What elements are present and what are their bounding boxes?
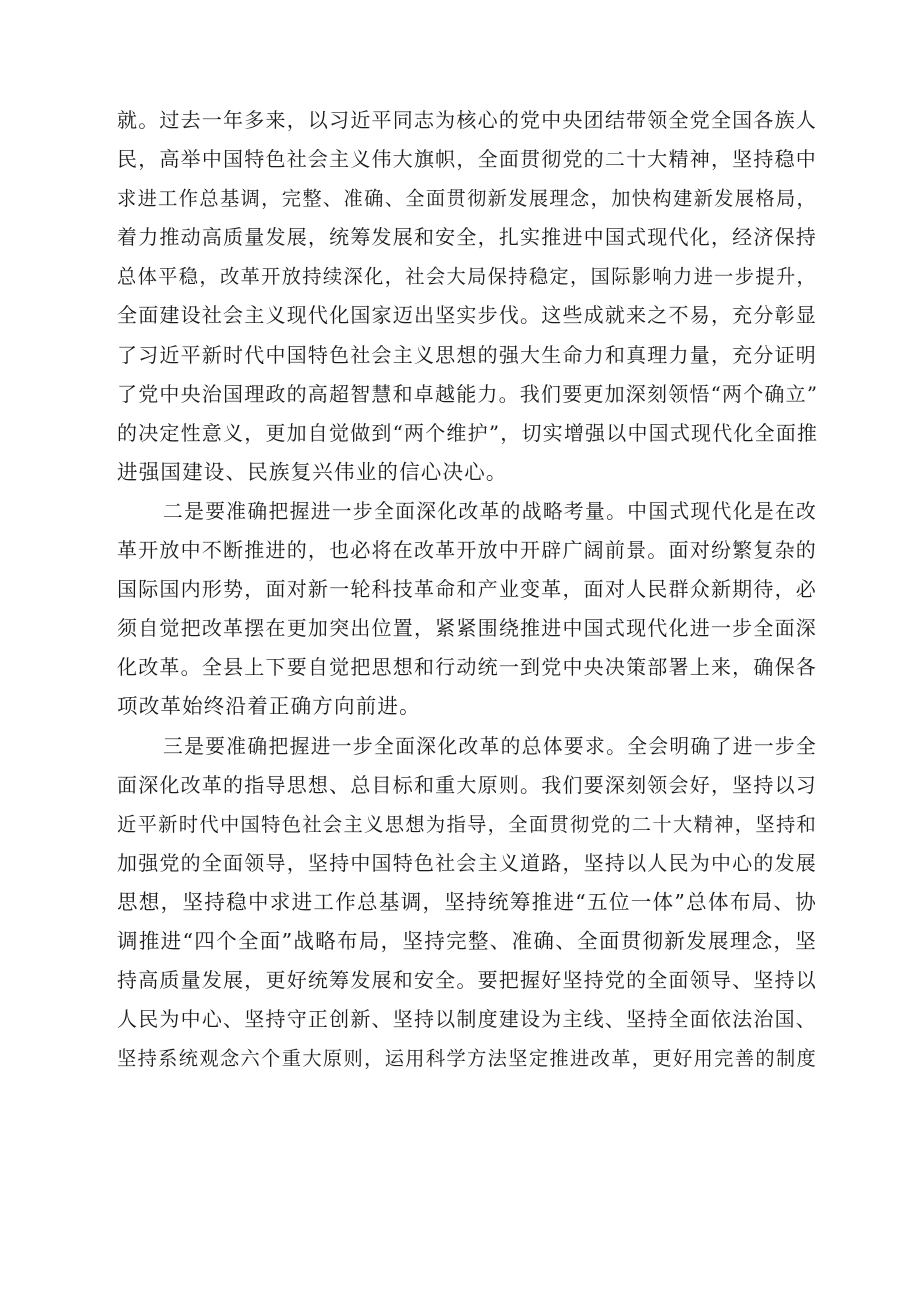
text-line: 项改革始终沿着正确方向前进。: [117, 694, 421, 719]
text-line: 调推进“四个全面”战略布局，坚持完整、准确、全面贯彻新发展理念，坚: [117, 928, 817, 953]
text-line: 了党中央治国理政的高超智慧和卓越能力。我们要更加深刻领悟“两个确立”: [117, 381, 819, 406]
text-line: 持高质量发展，更好统筹发展和安全。要把握好坚持党的全面领导、坚持以: [117, 968, 817, 993]
text-line: 人民为中心、坚持守正创新、坚持以制度建设为主线、坚持全面依法治国、: [117, 1007, 817, 1032]
text-line: 化改革。全县上下要自觉把思想和行动统一到党中央决策部署上来，确保各: [117, 655, 817, 680]
text-line: 总体平稳，改革开放持续深化，社会大局保持稳定，国际影响力进一步提升，: [117, 265, 817, 289]
text-line: 全面建设社会主义现代化国家迈出坚实步伐。这些成就来之不易，充分彰显: [117, 303, 817, 328]
text-line: 进强国建设、民族复兴伟业的信心决心。: [117, 459, 508, 484]
text-line: 三是要准确把握进一步全面深化改革的总体要求。全会明确了进一步全: [163, 734, 817, 758]
text-line: 坚持系统观念六个重大原则，运用科学方法坚定推进改革，更好用完善的制度: [117, 1047, 817, 1071]
text-line: 思想，坚持稳中求进工作总基调，坚持统筹推进“五位一体”总体布局、协: [117, 889, 817, 914]
text-line: 加强党的全面领导，坚持中国特色社会主义道路，坚持以人民为中心的发展: [117, 850, 817, 875]
text-line: 革开放中不断推进的，也必将在改革开放中开辟广阔前景。面对纷繁复杂的: [117, 538, 817, 563]
text-line: 民，高举中国特色社会主义伟大旗帜，全面贯彻党的二十大精神，坚持稳中: [117, 147, 817, 172]
text-line: 国际国内形势，面对新一轮科技革命和产业变革，面对人民群众新期待，必: [117, 577, 817, 602]
text-line: 须自觉把改革摆在更加突出位置，紧紧围绕推进中国式现代化进一步全面深: [117, 616, 817, 641]
document-body: [117, 101, 817, 1078]
text-line: 了习近平新时代中国特色社会主义思想的强大生命力和真理力量，充分证明: [117, 342, 817, 367]
text-line: 就。过去一年多来，以习近平同志为核心的党中央团结带领全党全国各族人: [117, 108, 817, 132]
text-line: 求进工作总基调，完整、准确、全面贯彻新发展理念，加快构建新发展格局，: [117, 187, 817, 211]
text-line: 近平新时代中国特色社会主义思想为指导，全面贯彻党的二十大精神，坚持和: [117, 812, 817, 836]
text-line: 着力推动高质量发展，统筹发展和安全，扎实推进中国式现代化，经济保持: [117, 225, 817, 250]
text-line: 的决定性意义，更加自觉做到“两个维护”，切实增强以中国式现代化全面推: [117, 420, 819, 445]
text-line: 二是要准确把握进一步全面深化改革的战略考量。中国式现代化是在改: [163, 499, 817, 523]
text-line: 面深化改革的指导思想、总目标和重大原则。我们要深刻领会好，坚持以习: [117, 772, 817, 797]
